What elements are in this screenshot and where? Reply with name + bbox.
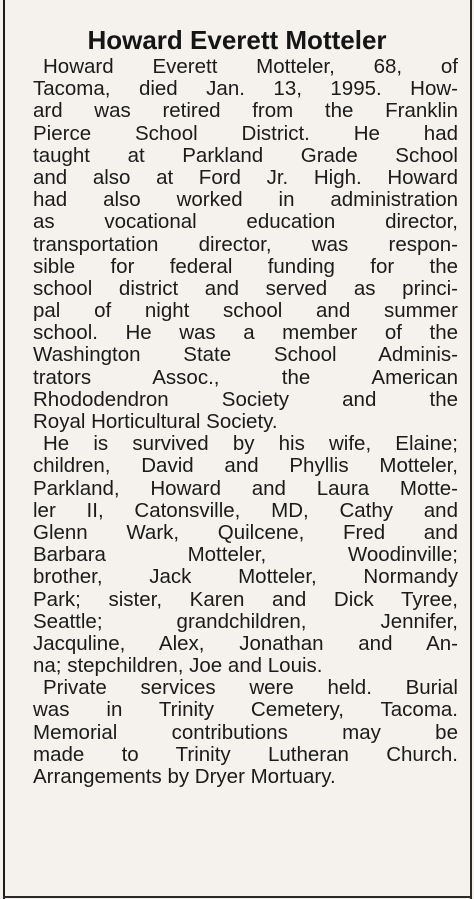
text-line: as vocational education director,: [33, 210, 458, 234]
text-line: school district and served as princi-: [33, 276, 458, 300]
clipping-left-edge: [3, 0, 5, 899]
text-line: Private services were held. Burial: [43, 676, 458, 700]
obituary-body: [33, 56, 458, 788]
paragraph-services: [33, 677, 458, 788]
paragraph-biography: [33, 56, 458, 433]
text-line: brother, Jack Motteler, Normandy: [33, 565, 458, 589]
clipping-bottom-edge: [3, 896, 472, 898]
text-line: made to Trinity Lutheran Church.: [33, 742, 458, 766]
paragraph-survivors: [33, 433, 458, 677]
text-line: Memorial contributions may be: [33, 720, 458, 744]
text-line: ler II, Catonsville, MD, Cathy and: [33, 498, 458, 522]
text-line: children, David and Phyllis Motteler,: [33, 454, 458, 478]
text-line: pal of night school and summer: [33, 299, 458, 323]
text-line: Parkland, Howard and Laura Motte-: [33, 476, 458, 500]
text-line: Rhododendron Society and the: [33, 387, 458, 411]
clipping-right-edge: [470, 0, 472, 899]
text-line: school. He was a member of the: [33, 321, 458, 345]
text-line: Seattle; grandchildren, Jennifer,: [33, 609, 458, 633]
text-line: Glenn Wark, Quilcene, Fred and: [33, 520, 458, 544]
text-line: Jacquline, Alex, Jonathan and An-: [33, 631, 458, 655]
text-line: Pierce School District. He had: [33, 121, 458, 145]
text-line: trators Assoc., the American: [33, 365, 458, 389]
text-line: Barbara Motteler, Woodinville;: [33, 543, 458, 567]
text-line: na; stepchildren, Joe and Louis.: [33, 654, 323, 678]
text-line: Howard Everett Motteler, 68, of: [43, 55, 458, 78]
text-line: Tacoma, died Jan. 13, 1995. How-: [33, 77, 458, 101]
text-line: transportation director, was respon-: [33, 232, 458, 256]
text-line: had also worked in administration: [33, 188, 458, 212]
text-line: and also at Ford Jr. High. Howard: [33, 165, 458, 189]
text-line: was in Trinity Cemetery, Tacoma.: [33, 698, 458, 722]
text-line: sible for federal funding for the: [33, 254, 458, 278]
text-line: Park; sister, Karen and Dick Tyree,: [33, 587, 458, 611]
text-line: Washington State School Adminis-: [33, 343, 458, 367]
text-line: Arrangements by Dryer Mortuary.: [33, 765, 336, 788]
obituary-headline: Howard Everett Motteler: [87, 25, 387, 55]
text-line: taught at Parkland Grade School: [33, 143, 458, 167]
text-line: ard was retired from the Franklin: [33, 99, 458, 123]
text-line: Royal Horticultural Society.: [33, 410, 278, 433]
text-line: He is survived by his wife, Elaine;: [43, 432, 458, 456]
